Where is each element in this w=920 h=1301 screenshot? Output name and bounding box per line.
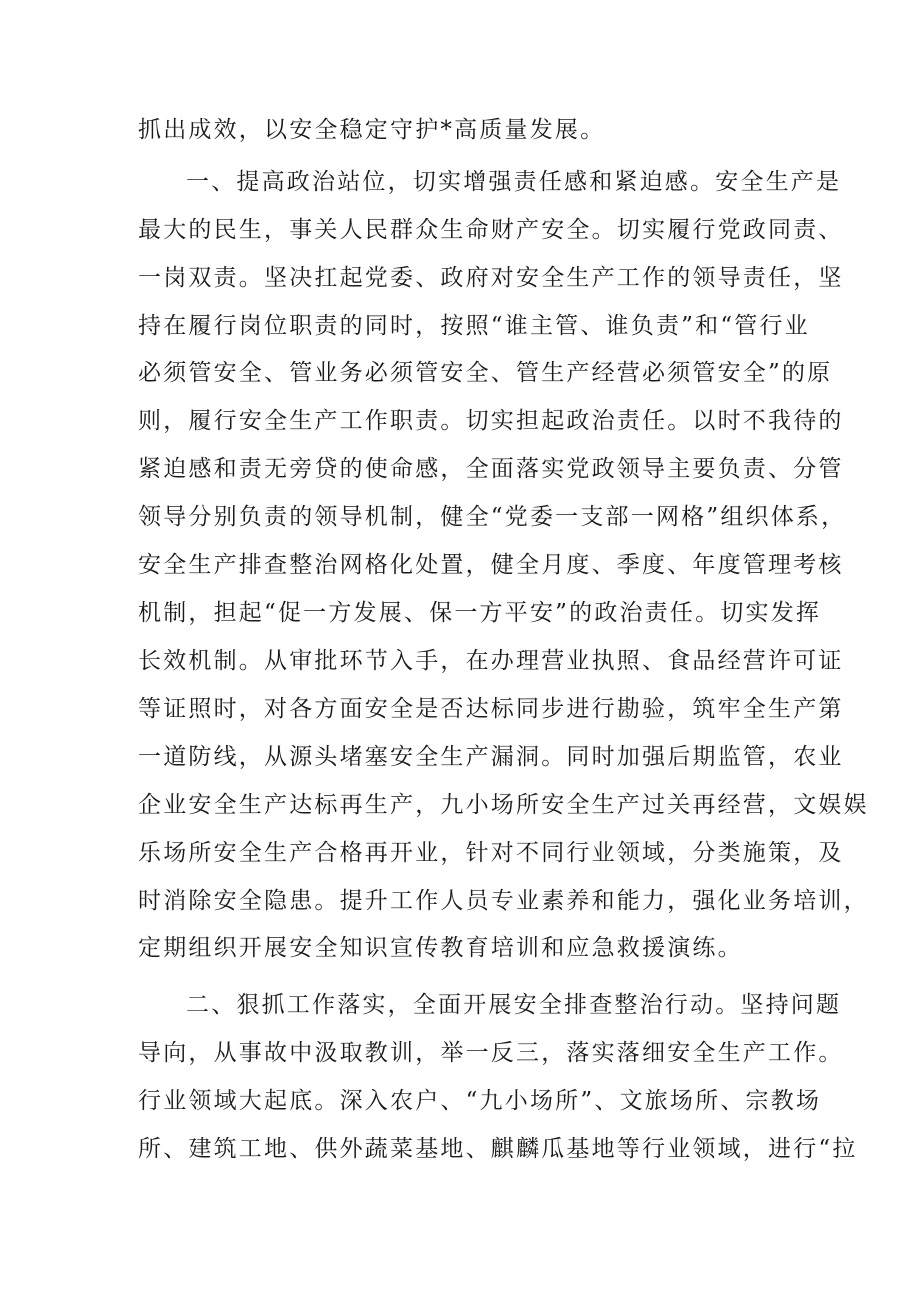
paragraph-line: 所、建筑工地、供外蔬菜基地、麒麟瓜基地等行业领域，进行“拉 (138, 1136, 858, 1162)
paragraph-line: 则，履行安全生产工作职责。切实担起政治责任。以时不我待的 (138, 408, 844, 434)
paragraph-line: 行业领域大起底。深入农户、“九小场所”、文旅场所、宗教场 (138, 1088, 822, 1114)
paragraph-line: 等证照时，对各方面安全是否达标同步进行勘验，筑牢全生产第 (138, 696, 844, 722)
paragraph-line: 时消除安全隐患。提升工作人员专业素养和能力，强化业务培训， (138, 888, 869, 914)
paragraph-line: 定期组织开展安全知识宣传教育培训和应急救援演练。 (138, 935, 743, 961)
paragraph-line: 企业安全生产达标再生产，九小场所安全生产过关再经营，文娱娱 (138, 792, 869, 818)
section-heading-line: 一、提高政治站位，切实增强责任感和紧迫感。安全生产是 (186, 169, 842, 195)
paragraph-line: 安全生产排查整治网格化处置，健全月度、季度、年度管理考核 (138, 552, 844, 578)
paragraph-line: 导向，从事故中汲取教训，举一反三，落实落细安全生产工作。 (138, 1040, 844, 1066)
paragraph-line: 一岗双责。坚决扛起党委、政府对安全生产工作的领导责任，坚 (138, 265, 844, 291)
paragraph-line: 乐场所安全生产合格再开业，针对不同行业领域，分类施策，及 (138, 840, 844, 866)
paragraph-line: 长效机制。从审批环节入手，在办理营业执照、食品经营许可证 (138, 648, 844, 674)
paragraph-line: 一道防线，从源头堵塞安全生产漏洞。同时加强后期监管，农业 (138, 744, 844, 770)
paragraph-line: 抓出成效，以安全稳定守护*高质量发展。 (138, 117, 606, 143)
paragraph-line: 最大的民生，事关人民群众生命财产安全。切实履行党政同责、 (138, 217, 844, 243)
paragraph-line: 必须管安全、管业务必须管安全、管生产经营必须管安全”的原 (138, 360, 833, 386)
paragraph-line: 机制，担起“促一方发展、保一方平安”的政治责任。切实发挥 (138, 600, 822, 626)
paragraph-line: 紧迫感和责无旁贷的使命感，全面落实党政领导主要负责、分管 (138, 456, 844, 482)
section-heading-line: 二、狠抓工作落实，全面开展安全排查整治行动。坚持问题 (186, 992, 842, 1018)
paragraph-line: 持在履行岗位职责的同时，按照“谁主管、谁负责”和“管行业 (138, 313, 810, 339)
paragraph-line: 领导分别负责的领导机制，健全“党委一支部一网格”组织体系， (138, 504, 847, 530)
